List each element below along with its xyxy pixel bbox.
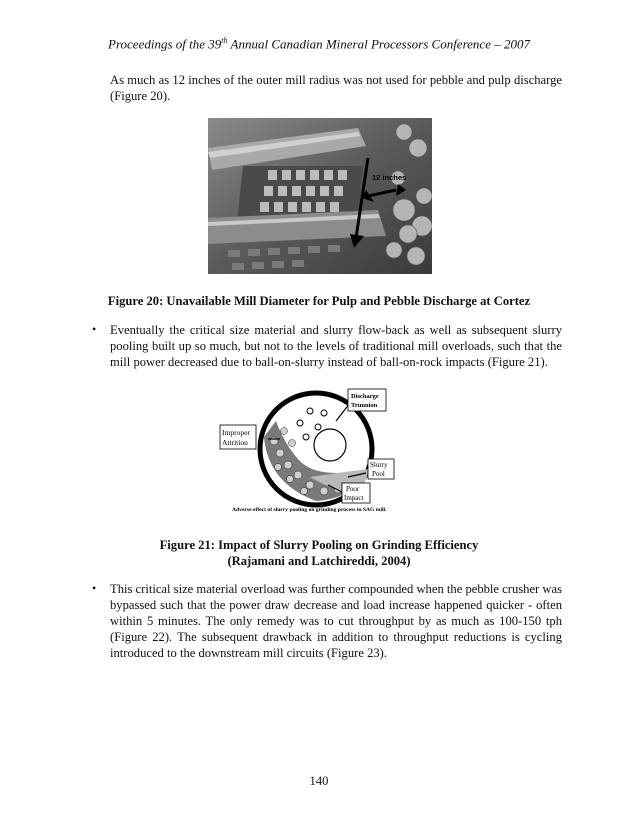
label-improper-1: Improper bbox=[222, 428, 250, 437]
page-number: 140 bbox=[309, 774, 329, 788]
intro-paragraph: As much as 12 inches of the outer mill radius was not used for pebble and pulp discharge (Figure 20). bbox=[110, 73, 562, 103]
label-poor-1: Poor bbox=[346, 485, 360, 493]
diagram-inner-caption: Adverse effect of slurry pooling on grinding process in SAG mill. bbox=[232, 507, 387, 513]
figure-21-caption-line-1: Figure 21: Impact of Slurry Pooling on Grinding Efficiency bbox=[159, 538, 479, 552]
running-header bbox=[0, 36, 638, 52]
bullet-2-text: This critical size material overload was further compounded when the pebble crusher was bypassed such that the power draw decrease and load increase happened quicker - often within 5 minutes. The only remedy was to cut throughput by as much as 100-150 tph (Figure 22). The subsequent drawback in addition to throughput reductions is cycling introduced to the downstream mill circuits (Figure 23). bbox=[110, 582, 562, 660]
header-suffix: Annual Canadian Mineral Processors Conference – 2007 bbox=[227, 36, 530, 52]
figure-21-caption-line-2: (Rajamani and Latchireddi, 2004) bbox=[227, 554, 411, 568]
figure-20-caption: Figure 20: Unavailable Mill Diameter for Pulp and Pebble Discharge at Cortez bbox=[107, 294, 531, 308]
header-prefix: Proceedings of the 39 bbox=[108, 36, 222, 52]
label-poor-2: Impact bbox=[344, 494, 364, 502]
bullet-1-symbol: • bbox=[92, 322, 97, 336]
bullet-2-symbol: • bbox=[92, 581, 97, 595]
photo-label: 12 inches bbox=[372, 173, 407, 182]
label-discharge-2: Trunnion bbox=[351, 402, 378, 409]
sag-mill-diagram bbox=[218, 381, 436, 514]
label-slurry-2: Pool bbox=[372, 470, 385, 478]
label-improper-2: Attrition bbox=[222, 438, 248, 447]
figure-21-diagram bbox=[218, 381, 436, 514]
mill-interior-photo bbox=[208, 118, 432, 274]
label-discharge-1: Discharge bbox=[351, 393, 379, 400]
label-slurry-1: Slurry bbox=[370, 461, 388, 469]
bullet-1-text: Eventually the critical size material and slurry flow-back as well as subsequent slurry pooling built up so much, but not to the levels of traditional mill overloads, such that the mill power decreased due to ball-on-slurry instead of ball-on-rock impacts (Figure 21). bbox=[110, 323, 562, 369]
header-superscript: th bbox=[221, 36, 228, 45]
figure-20-photo bbox=[208, 118, 432, 274]
